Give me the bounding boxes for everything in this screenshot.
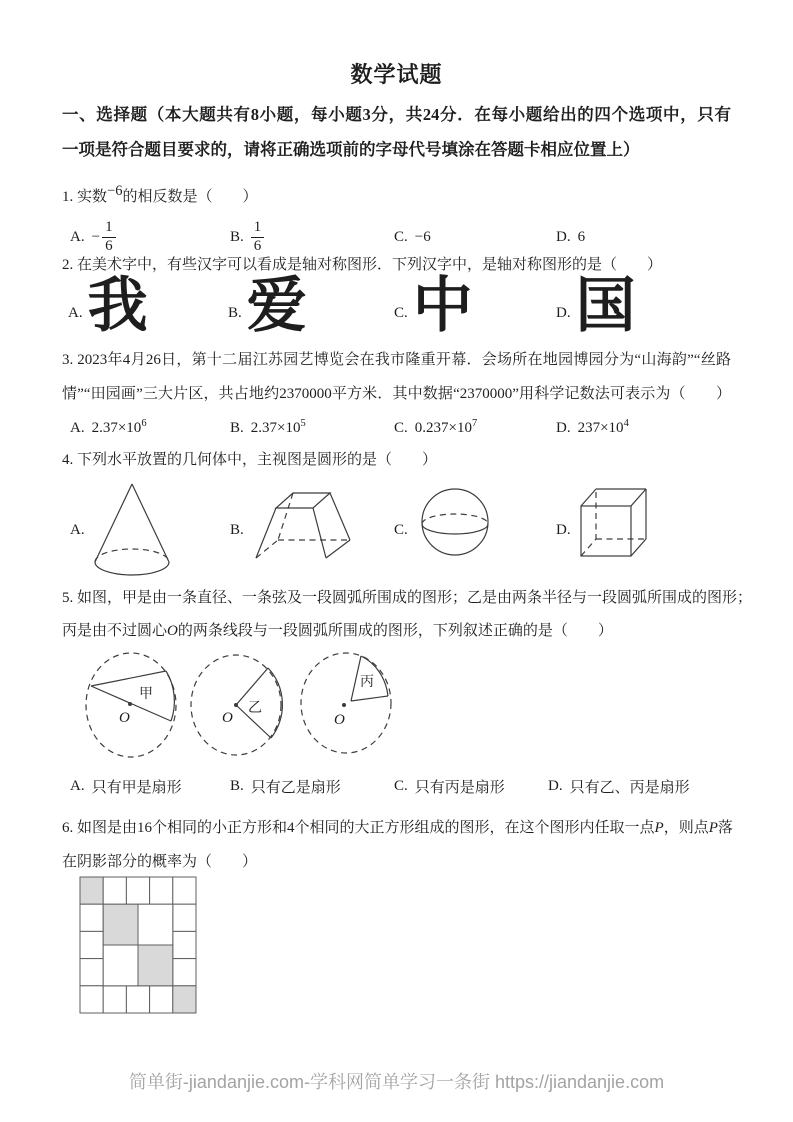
q2-option-d bbox=[556, 274, 636, 338]
q1-option-d-label: D. bbox=[556, 228, 571, 245]
cone-figure bbox=[92, 480, 174, 580]
q4-option-a-label: A. bbox=[70, 522, 85, 538]
q3-option-d-base: 237×10 bbox=[577, 420, 624, 436]
q1-stem bbox=[62, 181, 257, 208]
footer-watermark: 简单街-jiandanjie.com-学科网简单学习一条街 https://jiandanjie.com bbox=[128, 1072, 665, 1092]
q4-option-b-label: B. bbox=[230, 522, 244, 538]
page-title: 数学试题 bbox=[350, 62, 443, 87]
q3-stem-line1: 3. 2023年4月26日，第十二届江苏园艺博览会在我市隆重开幕．会场所在地园博园分为“山海韵”“丝路 bbox=[62, 352, 731, 368]
q5-stem-line1: 5. 如图，甲是由一条直径、一条弦及一段圆弧所围成的图形；乙是由两条半径与一段圆弧所围成的图形； bbox=[62, 590, 753, 606]
q3-option-b-label: B. bbox=[230, 420, 244, 436]
q4-option-c-label: C. bbox=[394, 522, 408, 538]
q3-option-d-value bbox=[578, 420, 629, 437]
q1-option-a-denominator: 6 bbox=[105, 237, 113, 254]
q6-line1-P2: P bbox=[708, 820, 718, 836]
q5-line2-pre: 丙是由不过圆心 bbox=[62, 623, 168, 639]
q6-stem-line2: 在阴影部分的概率为（ ） bbox=[62, 854, 258, 870]
q1-stem-post: 的相反数是（ ） bbox=[122, 189, 258, 205]
q1-option-d-value: 6 bbox=[577, 228, 586, 245]
q5-option-c bbox=[394, 776, 505, 797]
q1-stem-pre: 1. 实数 bbox=[62, 189, 108, 205]
q3-option-a-value bbox=[92, 420, 147, 437]
q1-option-b-denominator: 6 bbox=[253, 237, 262, 254]
q1-option-a-fraction bbox=[102, 219, 116, 255]
section-intro-line1: 一、选择题（本大题共有8小题，每小题3分，共24分．在每小题给出的四个选项中，只有 bbox=[62, 105, 731, 124]
q3-options-row bbox=[0, 420, 793, 446]
q5-line2-post: 的两条线段与一段圆弧所围成的图形，下列叙述正确的是（ ） bbox=[177, 623, 613, 639]
q2-option-b-label: B. bbox=[228, 304, 242, 321]
q6-line1-post: 落 bbox=[717, 820, 733, 836]
circle-jia-figure bbox=[83, 648, 185, 766]
q2-options-row bbox=[0, 274, 793, 346]
q6-line1-mid: ，则点 bbox=[663, 820, 709, 836]
q5-option-d-label: D. bbox=[548, 778, 563, 794]
q1-stem-superscript: −6 bbox=[107, 183, 123, 199]
q3-option-a-exponent: 6 bbox=[141, 418, 147, 429]
q5-option-a-text: 只有甲是扇形 bbox=[91, 780, 182, 796]
q3-option-b-value bbox=[251, 420, 306, 437]
q5-option-a-label: A. bbox=[70, 778, 85, 794]
q2-option-a-label: A. bbox=[68, 304, 83, 321]
circle-yi-center-label: O bbox=[222, 710, 233, 726]
q3-option-a-base: 2.37×10 bbox=[91, 420, 142, 436]
q1-option-b-label: B. bbox=[230, 228, 244, 245]
q5-option-b-label: B. bbox=[230, 778, 244, 794]
frustum-figure bbox=[248, 486, 358, 568]
q2-option-c-character: 中 bbox=[412, 272, 473, 339]
cuboid-figure bbox=[578, 486, 652, 560]
q6-stem-line1 bbox=[62, 818, 731, 839]
circle-bing-label: 丙 bbox=[360, 675, 374, 690]
square-grid-figure bbox=[79, 876, 197, 1014]
circle-jia-center-label: O bbox=[119, 710, 130, 726]
q3-option-c-base: 0.237×10 bbox=[414, 420, 472, 436]
q2-option-d-character: 国 bbox=[575, 272, 636, 339]
q6-line1-pre: 6. 如图是由16个相同的小正方形和4个相同的大正方形组成的图形，在这个图形内任取一点 bbox=[62, 820, 655, 836]
q1-option-a-label: A. bbox=[70, 228, 85, 245]
q6-line1-P1: P bbox=[654, 820, 664, 836]
q1-option-a-minus: − bbox=[91, 228, 101, 245]
q1-option-b-numerator: 1 bbox=[251, 219, 265, 237]
q5-option-b-text: 只有乙是扇形 bbox=[250, 780, 341, 796]
q3-option-a-label: A. bbox=[70, 420, 85, 436]
q3-option-d-exponent: 4 bbox=[623, 418, 629, 429]
q1-option-c-value: −6 bbox=[414, 228, 431, 245]
section-intro-line2: 一项是符合题目要求的，请将正确选项前的字母代号填涂在答题卡相应位置上） bbox=[62, 140, 640, 159]
q3-option-b bbox=[230, 420, 306, 437]
q5-stem-line2 bbox=[62, 621, 613, 642]
sphere-figure bbox=[418, 486, 492, 560]
q2-stem: 2. 在美术字中，有些汉字可以看成是轴对称图形．下列汉字中，是轴对称图形的是（ ） bbox=[62, 257, 663, 273]
circle-yi-figure bbox=[188, 648, 290, 766]
q4-option-d-label: D. bbox=[556, 522, 571, 538]
q5-option-c-label: C. bbox=[394, 778, 408, 794]
q2-option-a bbox=[68, 274, 148, 338]
q4-stem: 4. 下列水平放置的几何体中，主视图是圆形的是（ ） bbox=[62, 452, 438, 468]
q3-option-c bbox=[394, 420, 477, 437]
q5-options-row bbox=[0, 776, 793, 800]
q4-figures-row bbox=[0, 478, 793, 582]
q3-option-a bbox=[70, 420, 147, 437]
q5-option-d bbox=[548, 776, 690, 797]
q3-option-c-value bbox=[415, 420, 477, 437]
q2-option-b bbox=[228, 274, 307, 338]
q2-option-a-character: 我 bbox=[87, 272, 148, 339]
circle-bing-center-label: O bbox=[334, 712, 345, 728]
q1-option-c-label: C. bbox=[394, 228, 408, 245]
q5-option-d-text: 只有乙、丙是扇形 bbox=[569, 780, 690, 796]
q5-option-c-text: 只有丙是扇形 bbox=[414, 780, 505, 796]
circle-jia-label: 甲 bbox=[139, 687, 153, 702]
q3-stem-line2: 情”“田园画”三大片区，共占地约2370000平方米．其中数据“2370000”用科学记数法可表示为（ ） bbox=[62, 386, 731, 402]
q2-option-c bbox=[394, 274, 473, 338]
q1-option-a-numerator: 1 bbox=[102, 219, 116, 237]
q1-option-b-fraction bbox=[251, 219, 265, 255]
q3-option-c-exponent: 7 bbox=[471, 418, 478, 429]
q3-option-d bbox=[556, 420, 629, 437]
q3-option-d-label: D. bbox=[556, 420, 571, 436]
q5-line2-O: O bbox=[167, 623, 178, 639]
q5-figures-row bbox=[0, 648, 793, 774]
q5-option-b bbox=[230, 776, 341, 797]
q2-option-c-label: C. bbox=[394, 304, 408, 321]
circle-yi-label: 乙 bbox=[248, 701, 262, 716]
q5-option-a bbox=[70, 776, 182, 797]
q3-option-b-exponent: 5 bbox=[300, 418, 306, 429]
q2-option-b-character: 爱 bbox=[246, 272, 307, 339]
q3-option-b-base: 2.37×10 bbox=[250, 420, 301, 436]
q3-option-c-label: C. bbox=[394, 420, 408, 436]
circle-bing-figure bbox=[298, 648, 400, 766]
q2-option-d-label: D. bbox=[556, 304, 571, 321]
